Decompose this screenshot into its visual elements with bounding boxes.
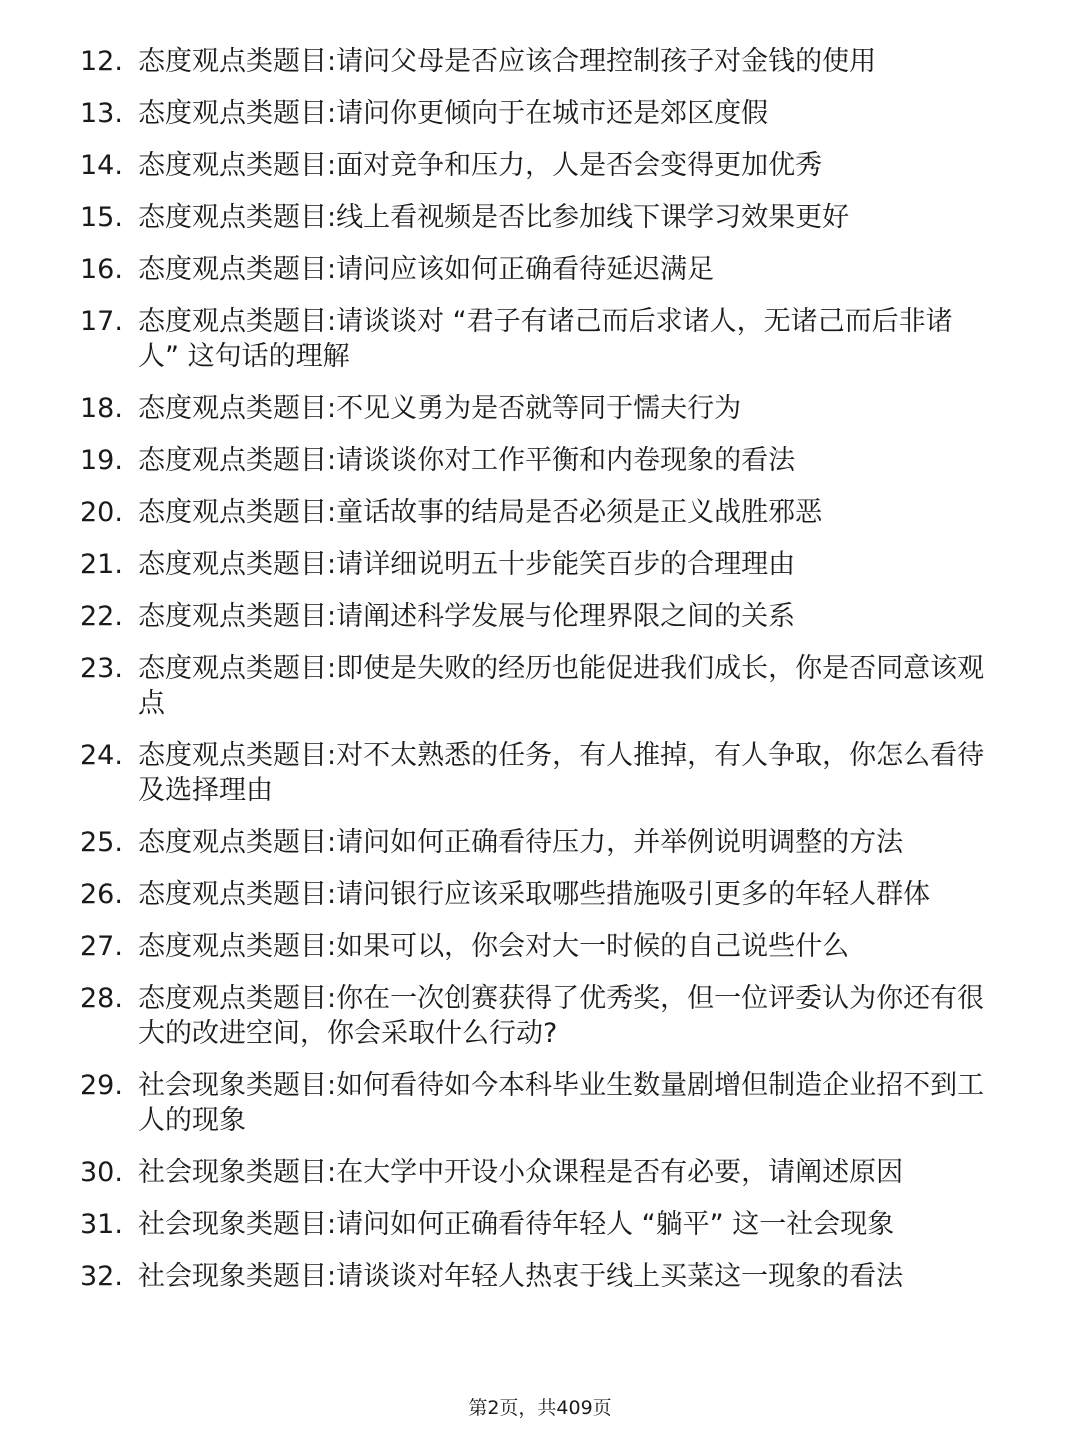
page-number-footer: 第2页，共409页 [468, 1397, 612, 1419]
question-text: 社会现象类题目:请问如何正确看待年轻人 “躺平” 这一社会现象 [138, 1209, 895, 1240]
question-number: 15. [80, 202, 123, 233]
question-item [80, 547, 990, 582]
question-number: 28. [80, 983, 123, 1014]
question-number: 12. [80, 46, 123, 77]
question-text: 态度观点类题目:请谈谈对 “君子有诸己而后求诸人，无诸己而后非诸人” 这句话的理解 [138, 306, 953, 372]
question-number: 26. [80, 879, 123, 910]
question-list [80, 44, 990, 1311]
question-number: 22. [80, 601, 123, 632]
question-text: 态度观点类题目:即使是失败的经历也能促进我们成长，你是否同意该观点 [138, 653, 985, 719]
question-item [80, 877, 990, 912]
question-text: 态度观点类题目:对不太熟悉的任务，有人推掉，有人争取，你怎么看待及选择理由 [138, 740, 985, 806]
question-number: 31. [80, 1209, 123, 1240]
question-number: 29. [80, 1070, 123, 1101]
question-item [80, 651, 990, 721]
question-item [80, 738, 990, 808]
question-item [80, 304, 990, 374]
question-number: 14. [80, 150, 123, 181]
question-text: 社会现象类题目:请谈谈对年轻人热衷于线上买菜这一现象的看法 [138, 1261, 904, 1292]
question-item [80, 495, 990, 530]
question-number: 13. [80, 98, 123, 129]
question-number: 30. [80, 1157, 123, 1188]
question-number: 24. [80, 740, 123, 771]
question-number: 32. [80, 1261, 123, 1292]
question-text: 态度观点类题目:你在一次创赛获得了优秀奖，但一位评委认为你还有很大的改进空间，你会采取什么行动? [138, 983, 985, 1049]
question-item [80, 443, 990, 478]
question-number: 16. [80, 254, 123, 285]
question-item [80, 599, 990, 634]
question-text: 态度观点类题目:面对竞争和压力，人是否会变得更加优秀 [138, 150, 823, 181]
question-text: 态度观点类题目:请问应该如何正确看待延迟满足 [138, 254, 715, 285]
question-text: 态度观点类题目:请问银行应该采取哪些措施吸引更多的年轻人群体 [138, 879, 931, 910]
question-text: 态度观点类题目:童话故事的结局是否必须是正义战胜邪恶 [138, 497, 823, 528]
question-text: 态度观点类题目:如果可以，你会对大一时候的自己说些什么 [138, 931, 850, 962]
question-text: 社会现象类题目:在大学中开设小众课程是否有必要，请阐述原因 [138, 1157, 904, 1188]
question-item [80, 1155, 990, 1190]
question-number: 21. [80, 549, 123, 580]
question-number: 20. [80, 497, 123, 528]
question-text: 态度观点类题目:请阐述科学发展与伦理界限之间的关系 [138, 601, 796, 632]
question-number: 18. [80, 393, 123, 424]
question-number: 19. [80, 445, 123, 476]
question-item [80, 1259, 990, 1294]
question-text: 态度观点类题目:线上看视频是否比参加线下课学习效果更好 [138, 202, 850, 233]
question-item [80, 44, 990, 79]
question-text: 态度观点类题目:请问如何正确看待压力，并举例说明调整的方法 [138, 827, 904, 858]
question-text: 态度观点类题目:请谈谈你对工作平衡和内卷现象的看法 [138, 445, 796, 476]
question-item [80, 148, 990, 183]
question-item [80, 1068, 990, 1138]
question-number: 25. [80, 827, 123, 858]
question-text: 态度观点类题目:不见义勇为是否就等同于懦夫行为 [138, 393, 742, 424]
question-item [80, 96, 990, 131]
question-number: 23. [80, 653, 123, 684]
question-number: 27. [80, 931, 123, 962]
question-text: 态度观点类题目:请详细说明五十步能笑百步的合理理由 [138, 549, 796, 580]
question-number: 17. [80, 306, 123, 337]
question-item [80, 252, 990, 287]
question-item [80, 391, 990, 426]
question-item [80, 825, 990, 860]
question-text: 态度观点类题目:请问你更倾向于在城市还是郊区度假 [138, 98, 769, 129]
question-item [80, 1207, 990, 1242]
question-text: 社会现象类题目:如何看待如今本科毕业生数量剧增但制造企业招不到工人的现象 [138, 1070, 985, 1136]
question-item [80, 929, 990, 964]
question-item [80, 981, 990, 1051]
question-item [80, 200, 990, 235]
question-text: 态度观点类题目:请问父母是否应该合理控制孩子对金钱的使用 [138, 46, 877, 77]
